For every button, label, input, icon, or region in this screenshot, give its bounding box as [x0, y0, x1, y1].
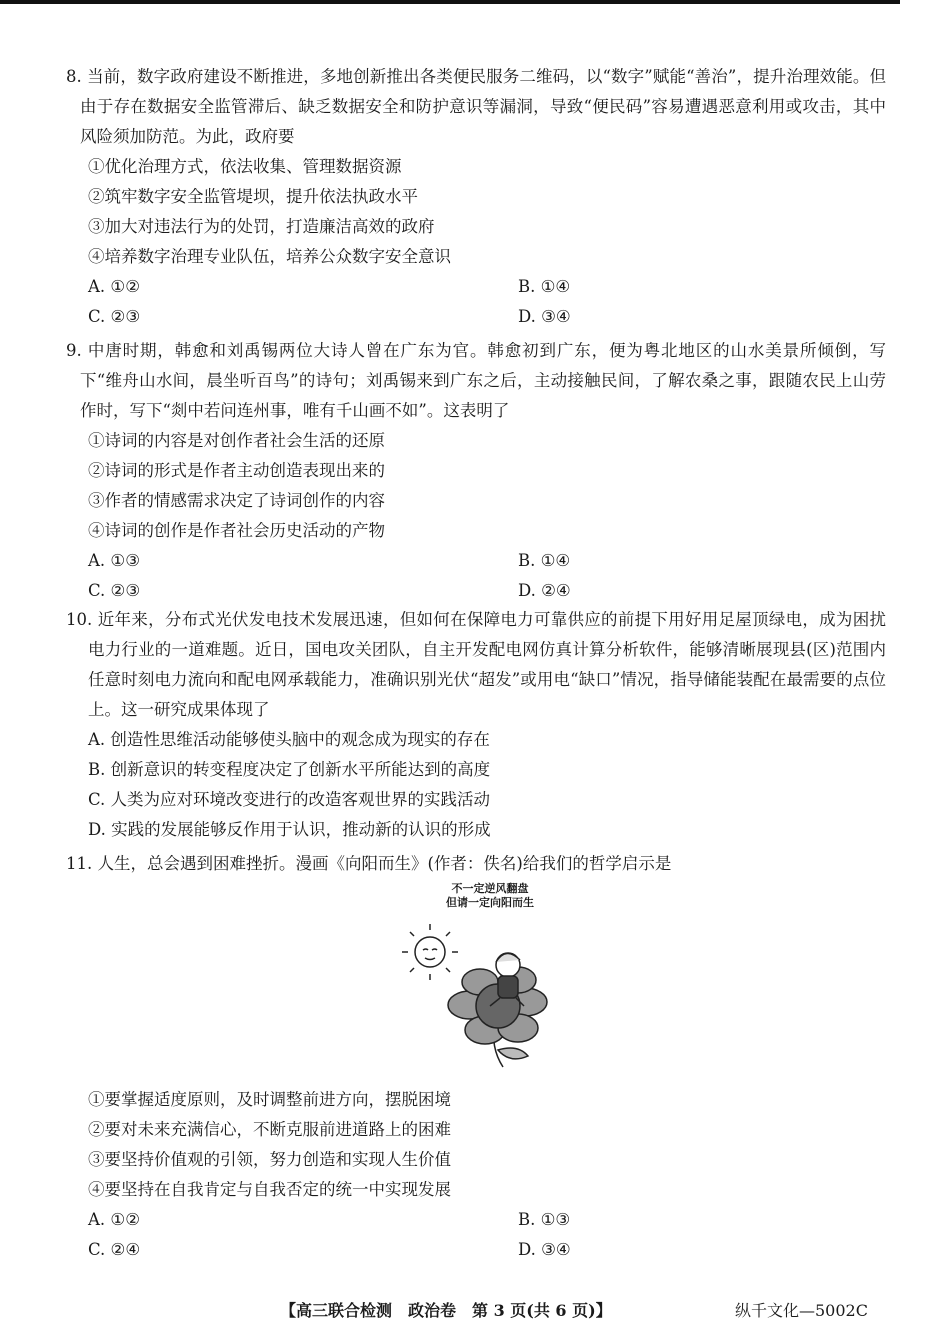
choice-c[interactable]: C. ②③ [88, 581, 141, 600]
choice-c[interactable]: C. ②④ [88, 1240, 141, 1259]
top-border [0, 0, 900, 4]
cartoon-caption-line-2: 但请一定向阳而生 [446, 896, 534, 909]
statement-item: ①优化治理方式，依法收集、管理数据资源 [88, 157, 402, 176]
choice-d[interactable]: D. ②④ [518, 581, 571, 600]
sun-icon [402, 924, 458, 980]
statement-item: ④诗词的创作是作者社会历史活动的产物 [88, 521, 385, 540]
choice-b[interactable]: B. ①④ [518, 551, 571, 570]
cartoon-illustration [390, 882, 590, 1072]
statement-item: ②筑牢数字安全监管堤坝，提升依法执政水平 [88, 187, 418, 206]
statement-item: ①要掌握适度原则，及时调整前进方向，摆脱困境 [88, 1090, 451, 1109]
statement-item: ③要坚持价值观的引领，努力创造和实现人生价值 [88, 1150, 451, 1169]
statement-item: ③加大对违法行为的处罚，打造廉洁高效的政府 [88, 217, 435, 236]
statement-item: ②诗词的形式是作者主动创造表现出来的 [88, 461, 385, 480]
cartoon-caption-line-1: 不一定逆风翻盘 [451, 882, 529, 895]
choice-a[interactable]: A. ①③ [88, 551, 140, 570]
statement-item: ③作者的情感需求决定了诗词创作的内容 [88, 491, 385, 510]
choice-a[interactable]: A. ①② [88, 1210, 140, 1229]
choice-d[interactable]: D. 实践的发展能够反作用于认识，推动新的认识的形成 [88, 820, 491, 839]
statement-item: ②要对未来充满信心，不断克服前进道路上的困难 [88, 1120, 451, 1139]
question-stem: 10. 近年来，分布式光伏发电技术发展迅速，但如何在保障电力可靠供应的前提下用好用足屋顶绿电，成为困扰电力行业的一道难题。近日，国电攻关团队，自主开发配电网仿真计算分析软件，能够清晰展现县(区)范围内任意时刻电力流向和配电网承载能力，准确识别光伏“超发”或用电“缺口”情况，指导储能装配在最需要的点位上。这一研究成果体现了 [66, 610, 886, 719]
choice-b[interactable]: B. 创新意识的转变程度决定了创新水平所能达到的高度 [88, 760, 491, 779]
footer-code: 纵千文化—5002C [735, 1301, 868, 1320]
choice-d[interactable]: D. ③④ [518, 1240, 571, 1259]
question-11 [66, 849, 886, 879]
choice-a[interactable]: A. 创造性思维活动能够使头脑中的观念成为现实的存在 [88, 730, 490, 749]
choice-a[interactable]: A. ①② [88, 277, 140, 296]
choice-d[interactable]: D. ③④ [518, 307, 571, 326]
choice-b[interactable]: B. ①④ [518, 277, 571, 296]
statement-item: ④要坚持在自我肯定与自我否定的统一中实现发展 [88, 1180, 451, 1199]
question-stem: 9. 中唐时期，韩愈和刘禹锡两位大诗人曾在广东为官。韩愈初到广东，便为粤北地区的山水美景所倾倒，写下“维舟山水间，晨坐听百鸟”的诗句；刘禹锡来到广东之后，主动接触民间，了解农桑之事，跟随农民上山劳作时，写下“剡中若问连州事，唯有千山画不如”。这表明了 [66, 341, 886, 420]
statement-item: ①诗词的内容是对创作者社会生活的还原 [88, 431, 385, 450]
answer-choices [66, 1205, 886, 1265]
footer-page-info: 【高三联合检测 政治卷 第 3 页(共 6 页)】 [280, 1301, 612, 1320]
answer-choices [66, 272, 886, 332]
choice-c[interactable]: C. ②③ [88, 307, 141, 326]
question-8 [66, 62, 886, 332]
question-10 [66, 605, 886, 845]
choice-b[interactable]: B. ①③ [518, 1210, 571, 1229]
choice-c[interactable]: C. 人类为应对环境改变进行的改造客观世界的实践活动 [88, 790, 491, 809]
question-stem: 11. 人生，总会遇到困难挫折。漫画《向阳而生》(作者：佚名)给我们的哲学启示是 [66, 854, 672, 873]
question-stem: 8. 当前，数字政府建设不断推进，多地创新推出各类便民服务二维码，以“数字”赋能“善治”，提升治理效能。但由于存在数据安全监管滞后、缺乏数据安全和防护意识等漏洞，导致“便民码”容易遭遇恶意利用或攻击，其中风险须加防范。为此，政府要 [66, 67, 886, 146]
question-9 [66, 336, 886, 606]
statement-item: ④培养数字治理专业队伍，培养公众数字安全意识 [88, 247, 451, 266]
answer-choices [66, 546, 886, 606]
sunflower-drawing [390, 910, 590, 1070]
question-11-options [66, 1085, 886, 1265]
